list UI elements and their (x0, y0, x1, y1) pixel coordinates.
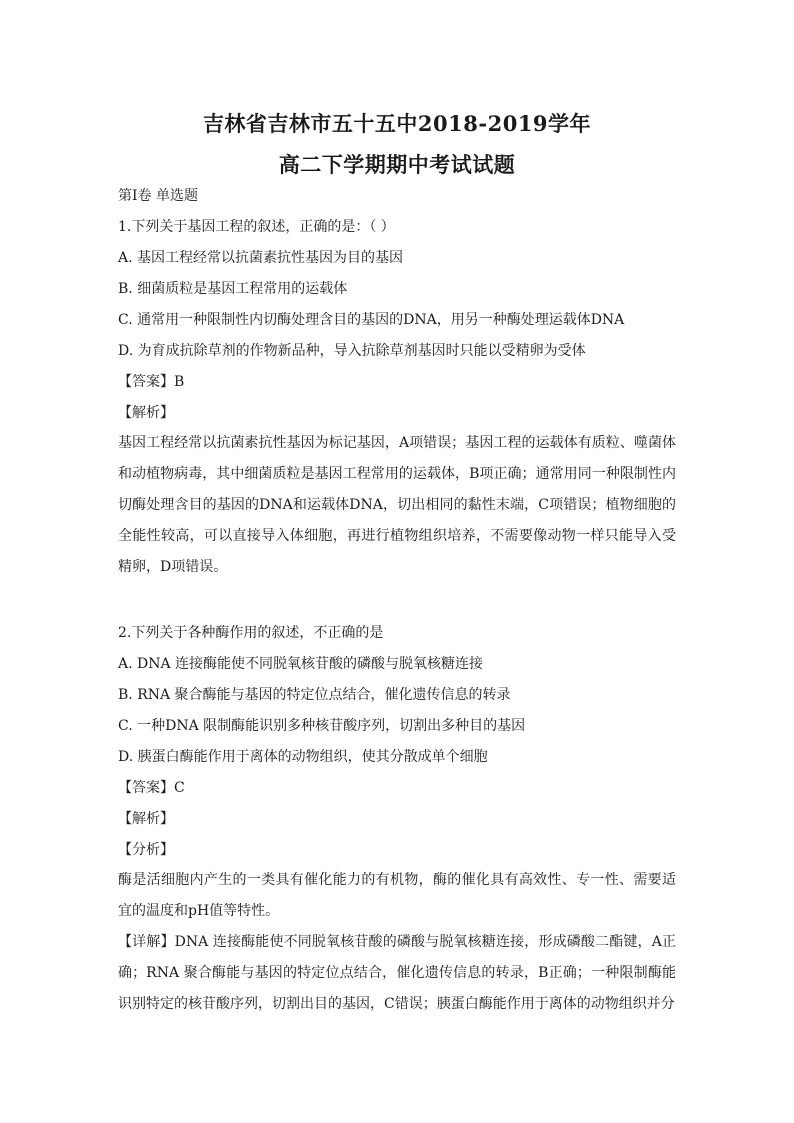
q2-analysis-label: 【解析】 (118, 811, 174, 827)
q1-analysis-label: 【解析】 (118, 405, 174, 421)
q2-option-c: C. 一种DNA 限制酶能识别多种核苷酸序列，切割出多种目的基因 (118, 718, 526, 734)
q1-option-a: A. 基因工程经常以抗菌素抗性基因为目的基因 (118, 250, 404, 266)
q1-answer: 【答案】B (118, 374, 185, 390)
q2-answer: 【答案】C (118, 780, 185, 796)
q2-option-d: D. 胰蛋白酶能作用于离体的动物组织，使其分散成单个细胞 (118, 749, 488, 765)
q2-stem: 2.下列关于各种酶作用的叙述，不正确的是 (118, 625, 384, 641)
document-title-line-1: 吉林省吉林市五十五中2018-2019学年 (202, 111, 592, 136)
q1-option-d: D. 为育成抗除草剂的作物新品种，导入抗除草剂基因时只能以受精卵为受体 (118, 343, 586, 359)
q2-fenxi-label: 【分析】 (118, 842, 174, 858)
document-title-line-2: 高二下学期期中考试试题 (278, 152, 516, 177)
section-heading: 第I卷 单选题 (118, 188, 198, 204)
q1-analysis-text: 基因工程经常以抗菌素抗性基因为标记基因，A项错误；基因工程的运载体有质粒、噬菌体和动植物病毒，其中细菌质粒是基因工程常用的运载体，B项正确；通常用同一种限制性内切酶处理含目的基因的DNA和运载体DNA，切出相同的黏性末端，C项错误；植物细胞的全能性较高，可以直接导入体细胞，再进行植物组织培养，不需要像动物一样只能导入受精卵，D项错误。 (118, 435, 676, 575)
q1-stem: 1.下列关于基因工程的叙述，正确的是：（ ） (118, 219, 395, 235)
q2-detail-text: 【详解】DNA 连接酶能使不同脱氧核苷酸的磷酸与脱氧核糖连接，形成磷酸二酯键，A正确；RNA 聚合酶能与基因的特定位点结合，催化遗传信息的转录，B正确；一种限制酶能识别特定的核苷酸序列，切割出目的基因，C错误；胰蛋白酶能作用于离体的动物组织并分 (118, 934, 676, 1012)
q2-option-a: A. DNA 连接酶能使不同脱氧核苷酸的磷酸与脱氧核糖连接 (118, 656, 484, 672)
q1-option-b: B. 细菌质粒是基因工程常用的运载体 (118, 281, 348, 297)
q1-option-c: C. 通常用一种限制性内切酶处理含目的基因的DNA，用另一种酶处理运载体DNA (118, 312, 625, 328)
q2-option-b: B. RNA 聚合酶能与基因的特定位点结合，催化遗传信息的转录 (118, 687, 511, 703)
q2-fenxi-text: 酶是活细胞内产生的一类具有催化能力的有机物，酶的催化具有高效性、专一性、需要适宜的温度和pH值等特性。 (118, 872, 676, 919)
